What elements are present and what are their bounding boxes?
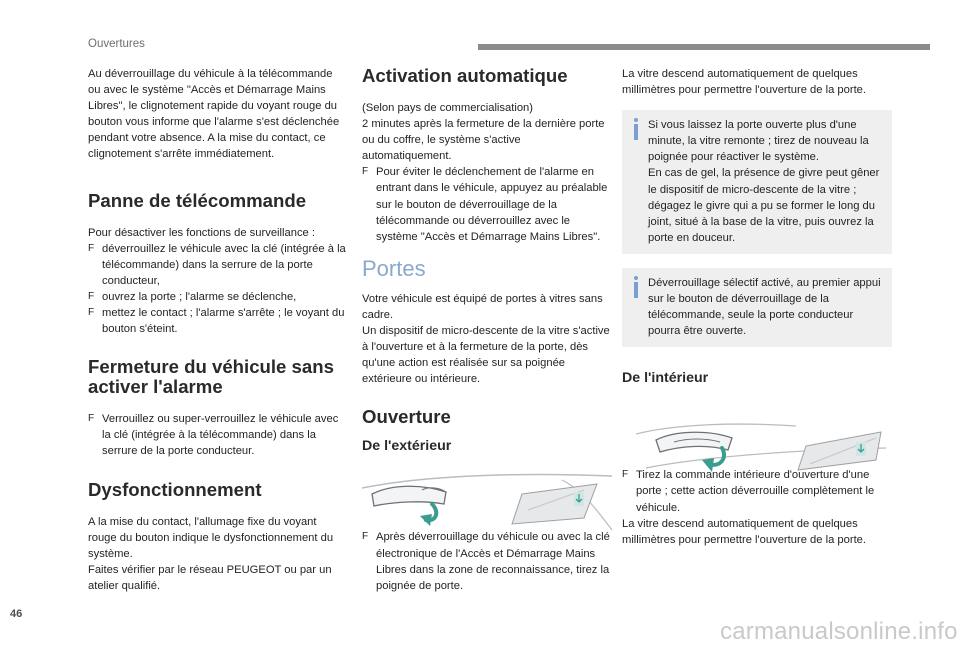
- note2-text: Déverrouillage sélectif activé, au premier appui sur le bouton de déverrouillage de la télécommande, seule la porte conducteur pourra être ouverte.: [648, 276, 881, 338]
- vitre-bottom-text: La vitre descend automatiquement de quelques millimètres pour permettre l'ouverture de la porte.: [622, 517, 867, 546]
- bullet-icon: F: [362, 166, 369, 178]
- heading-dysfonctionnement: Dysfonctionnement: [88, 478, 262, 500]
- interior-door-handle-illustration: [636, 420, 892, 476]
- vitre-top-text: La vitre descend automatiquement de quelques millimètres pour permettre l'ouverture de la porte.: [622, 68, 867, 97]
- note1-text-b: En cas de gel, la présence de givre peut gêner le dispositif de micro-descente de la vitre ; dégagez le givre qui a pu se former le long du joint, situé à la base de la vitre, puis ouvrez la porte en douceur.: [648, 167, 880, 244]
- fermeture-list: [88, 411, 346, 459]
- bullet-icon: F: [88, 307, 95, 319]
- portes-text-1: Votre véhicule est équipé de portes à vitres sans cadre.: [362, 292, 603, 321]
- bullet-icon: F: [362, 531, 369, 543]
- activation-lead-1: (Selon pays de commercialisation): [362, 102, 533, 114]
- list-item: F mettez le contact ; l'alarme s'arrête ; le voyant du bouton s'éteint.: [88, 307, 345, 336]
- header-title: Ouvertures: [88, 38, 145, 50]
- header-bar: [478, 44, 930, 50]
- bullet-icon: F: [88, 242, 95, 254]
- info-note-deverrouillage-selectif: [622, 268, 892, 347]
- list-item: F déverrouillez le véhicule avec la clé (intégrée à la télécommande) dans la serrure de la porte conducteur,: [88, 242, 346, 287]
- page-number: 46: [10, 608, 23, 620]
- note1-text-a: Si vous laissez la porte ouverte plus d'une minute, la vitre remonte ; tirez de nouveau la poignée pour réactiver le système.: [648, 119, 869, 164]
- activation-lead-2: 2 minutes après la fermeture de la dernière porte ou du coffre, le système s'active automatiquement.: [362, 118, 605, 163]
- list-item: F Tirez la commande intérieure d'ouverture d'une porte ; cette action déverrouille complètement le véhicule.: [622, 469, 875, 514]
- info-note-micro-descente: [622, 110, 892, 254]
- exterieur-list: [362, 529, 610, 593]
- bullet-icon: F: [88, 413, 95, 425]
- panne-list: [88, 241, 346, 338]
- dysf-text-2: Faites vérifier par le réseau PEUGEOT ou par un atelier qualifié.: [88, 563, 332, 592]
- heading-de-l-exterieur: De l'extérieur: [362, 438, 452, 455]
- list-item: F Pour éviter le déclenchement de l'alarme en entrant dans le véhicule, appuyez au préalable sur le bouton de déverrouillage de la télécommande ou déverrouillez avec le système "Accès et Démarrage Mains Libres".: [362, 166, 608, 243]
- column-left: [88, 66, 346, 594]
- heading-activation-automatique: Activation automatique: [362, 65, 568, 86]
- portes-text-2: Un dispositif de micro-descente de la vitre s'active à l'ouverture et à la fermeture de la porte, dès qu'une action est réalisée sur sa poignée extérieure ou intérieure.: [362, 325, 610, 386]
- heading-fermeture-sans-alarme: Fermeture du véhicule sans activer l'alarme: [88, 356, 334, 398]
- info-icon: [631, 118, 641, 140]
- heading-portes: Portes: [362, 255, 426, 281]
- info-icon: [631, 276, 641, 298]
- watermark: carmanualsonline.info: [720, 618, 958, 645]
- dysf-text-1: A la mise du contact, l'allumage fixe du voyant rouge du bouton indique le dysfonctionnement du système.: [88, 515, 334, 560]
- exterior-door-handle-illustration: [362, 470, 617, 532]
- alarm-intro-text: Au déverrouillage du véhicule à la télécommande ou avec le système "Accès et Démarrage Mains Libres", le clignotement rapide du voyant rouge du bouton vous informe que l'alarme s'est déclenchée pendant votre absence. A la mise du contact, ce clignotement s'arrête immédiatement.: [88, 68, 340, 161]
- heading-ouverture: Ouverture: [362, 406, 451, 428]
- list-item: F Verrouillez ou super-verrouillez le véhicule avec la clé (intégrée à la télécommande) dans la serrure de la porte conducteur.: [88, 413, 339, 458]
- bullet-icon: F: [622, 469, 629, 481]
- panne-lead-text: Pour désactiver les fonctions de surveillance :: [88, 226, 315, 239]
- heading-panne-telecommande: Panne de télécommande: [88, 189, 307, 211]
- bullet-icon: F: [88, 290, 95, 302]
- list-item: F ouvrez la porte ; l'alarme se déclenche,: [88, 289, 346, 305]
- list-item: F Après déverrouillage du véhicule ou avec la clé électronique de l'Accès et Démarrage Mains Libres dans la zone de reconnaissance, tirez la poignée de porte.: [362, 531, 610, 592]
- heading-de-l-interieur: De l'intérieur: [622, 370, 709, 387]
- activation-list: [362, 164, 610, 244]
